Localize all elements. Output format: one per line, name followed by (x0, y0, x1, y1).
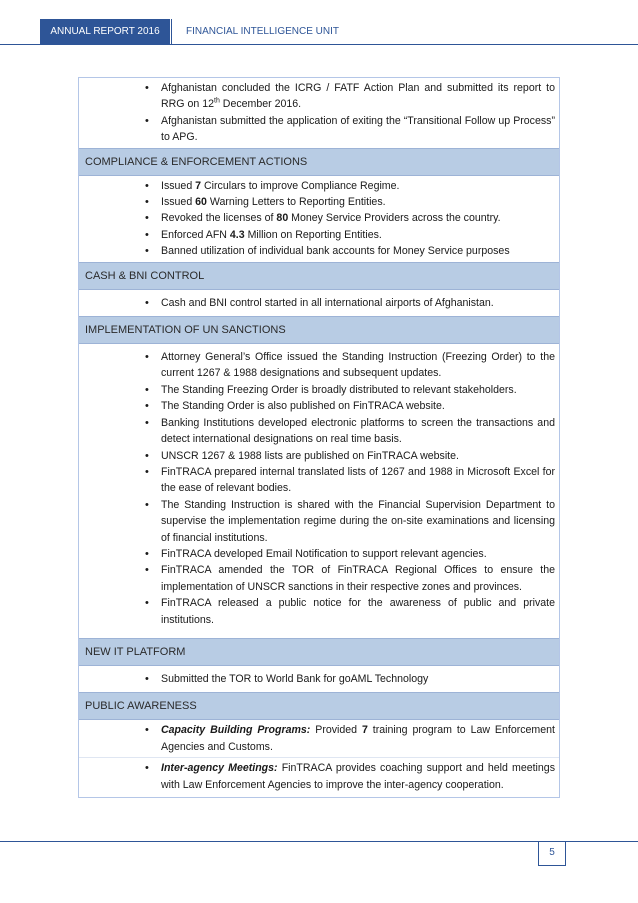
section-heading-awareness: PUBLIC AWARENESS (79, 692, 559, 720)
list-item: • FinTRACA developed Email Notification to support relevant agencies. (139, 546, 555, 562)
list-item: • Submitted the TOR to World Bank for goAML Technology (139, 671, 555, 687)
list-item: • Afghanistan concluded the ICRG / FATF Action Plan and submitted its report to RRG on 12th December 2016. (139, 80, 555, 113)
section-heading-sanctions: IMPLEMENTATION OF UN SANCTIONS (79, 316, 559, 344)
awareness-cell-2 (79, 757, 559, 797)
list-item: • Attorney General’s Office issued the Standing Instruction (Freezing Order) to the current 1267 & 1988 designations and subsequent updates. (139, 349, 555, 382)
list-item: • Banned utilization of individual bank accounts for Money Service purposes (139, 243, 555, 259)
it-cell (79, 666, 559, 692)
list-item: • Cash and BNI control started in all international airports of Afghanistan. (139, 295, 555, 311)
list-item: • FinTRACA released a public notice for the awareness of public and private institutions. (139, 595, 555, 628)
header-separator (171, 19, 172, 44)
list-item: • Afghanistan submitted the application of exiting the “Transitional Follow up Process” to APG. (139, 113, 555, 146)
list-item: • Issued 7 Circulars to improve Compliance Regime. (139, 178, 555, 194)
sanctions-cell (79, 344, 559, 638)
list-item: • Issued 60 Warning Letters to Reporting Entities. (139, 194, 555, 210)
list-item: • UNSCR 1267 & 1988 lists are published on FinTRACA website. (139, 448, 555, 464)
list-item: • The Standing Order is also published on FinTRACA website. (139, 398, 555, 414)
report-label: ANNUAL REPORT 2016 (40, 19, 170, 44)
page-number: 5 (538, 841, 566, 866)
list-item: • Inter-agency Meetings: FinTRACA provides coaching support and held meetings with Law Enforcement Agencies to improve the inter-agency cooperation. (139, 760, 555, 793)
awareness-cell-1 (79, 720, 559, 757)
intro-cell (79, 78, 559, 148)
section-heading-cash: CASH & BNI CONTROL (79, 262, 559, 290)
list-item: • The Standing Freezing Order is broadly distributed to relevant stakeholders. (139, 382, 555, 398)
section-heading-compliance: COMPLIANCE & ENFORCEMENT ACTIONS (79, 148, 559, 176)
cash-cell (79, 290, 559, 316)
unit-label: FINANCIAL INTELLIGENCE UNIT (186, 26, 339, 37)
section-heading-it: NEW IT PLATFORM (79, 638, 559, 666)
sanctions-list (139, 349, 555, 628)
compliance-cell (79, 176, 559, 262)
list-item: • Revoked the licenses of 80 Money Service Providers across the country. (139, 210, 555, 226)
list-item: • FinTRACA prepared internal translated lists of 1267 and 1988 in Microsoft Excel for the ease of relevant bodies. (139, 464, 555, 497)
list-item: • Enforced AFN 4.3 Million on Reporting Entities. (139, 227, 555, 243)
list-item: • Capacity Building Programs: Provided 7 training program to Law Enforcement Agencies and Customs. (139, 722, 555, 755)
header-rule (0, 44, 638, 45)
achievements-table (78, 77, 560, 798)
list-item: • The Standing Instruction is shared with the Financial Supervision Department to supervise the implementation regime during the on-site examinations and licensing of financial institutions. (139, 497, 555, 546)
list-item: • Banking Institutions developed electronic platforms to screen the transactions and detect international designations on real time basis. (139, 415, 555, 448)
list-item: • FinTRACA amended the TOR of FinTRACA Regional Offices to ensure the implementation of UNSCR sanctions in their respective zones and provinces. (139, 562, 555, 595)
